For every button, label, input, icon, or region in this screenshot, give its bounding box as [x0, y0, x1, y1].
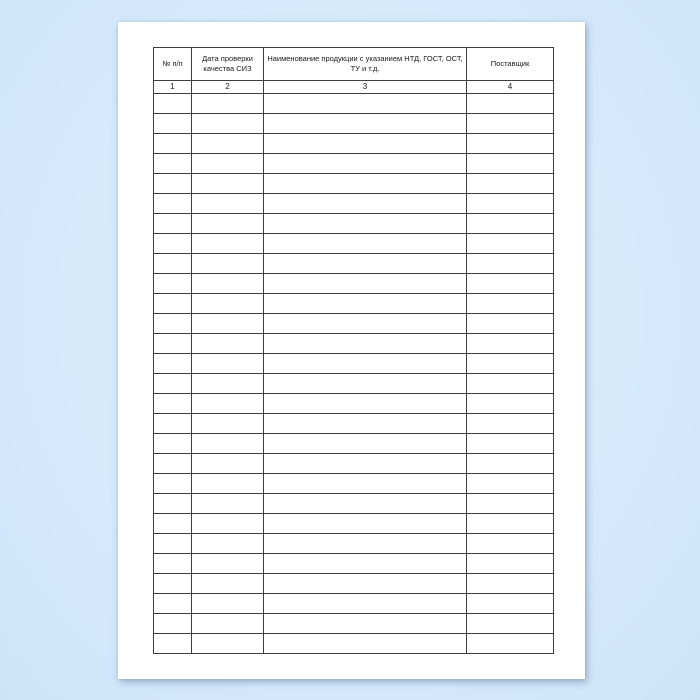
table-cell — [154, 634, 192, 654]
table-row — [154, 274, 554, 294]
table-cell — [467, 454, 554, 474]
table-cell — [467, 434, 554, 454]
table-cell — [192, 234, 264, 254]
table-cell — [264, 294, 467, 314]
table-cell — [264, 434, 467, 454]
table-cell — [264, 374, 467, 394]
table-cell — [467, 594, 554, 614]
column-header-product-name: Наименование продукции с указанием НТД, ГОСТ, ОСТ, ТУ и т.д. — [264, 48, 467, 81]
table-cell — [192, 634, 264, 654]
table-cell — [154, 194, 192, 214]
table-cell — [192, 374, 264, 394]
table-cell — [192, 254, 264, 274]
table-cell — [264, 174, 467, 194]
table-row — [154, 474, 554, 494]
table-row — [154, 314, 554, 334]
table-cell — [264, 454, 467, 474]
table-cell — [192, 534, 264, 554]
table-cell — [192, 174, 264, 194]
table-cell — [467, 554, 554, 574]
table-row — [154, 534, 554, 554]
table-cell — [192, 514, 264, 534]
table-cell — [264, 394, 467, 414]
table-cell — [192, 134, 264, 154]
table-row — [154, 174, 554, 194]
table-cell — [264, 614, 467, 634]
table-row — [154, 434, 554, 454]
column-number-cell: 3 — [264, 81, 467, 94]
table-cell — [192, 294, 264, 314]
journal-table — [153, 47, 554, 654]
table-cell — [264, 214, 467, 234]
table-row — [154, 134, 554, 154]
table-cell — [192, 394, 264, 414]
table-cell — [154, 434, 192, 454]
table-cell — [154, 594, 192, 614]
table-cell — [467, 274, 554, 294]
table-cell — [467, 514, 554, 534]
table-cell — [467, 474, 554, 494]
table-cell — [192, 474, 264, 494]
empty-rows-body — [154, 94, 554, 654]
table-cell — [264, 234, 467, 254]
table-cell — [192, 434, 264, 454]
table-row — [154, 234, 554, 254]
table-cell — [154, 554, 192, 574]
table-row — [154, 574, 554, 594]
table-cell — [264, 514, 467, 534]
table-cell — [154, 514, 192, 534]
table-cell — [192, 554, 264, 574]
column-header-row-number: № п/п — [154, 48, 192, 81]
table-cell — [467, 334, 554, 354]
table-cell — [192, 594, 264, 614]
table-cell — [154, 534, 192, 554]
table-header-row — [154, 48, 554, 81]
table-row — [154, 94, 554, 114]
table-cell — [154, 314, 192, 334]
table-row — [154, 114, 554, 134]
column-header-check-date: Дата проверки качества СИЗ — [192, 48, 264, 81]
document-page — [118, 22, 585, 679]
table-cell — [192, 274, 264, 294]
table-row — [154, 494, 554, 514]
table-cell — [192, 194, 264, 214]
table-cell — [467, 214, 554, 234]
table-row — [154, 514, 554, 534]
table-row — [154, 194, 554, 214]
table-cell — [192, 334, 264, 354]
table-cell — [264, 154, 467, 174]
table-cell — [467, 374, 554, 394]
table-row — [154, 214, 554, 234]
column-header-supplier: Поставщик — [467, 48, 554, 81]
table-cell — [192, 94, 264, 114]
table-cell — [192, 614, 264, 634]
table-cell — [154, 214, 192, 234]
table-row — [154, 614, 554, 634]
table-cell — [264, 314, 467, 334]
table-cell — [264, 114, 467, 134]
table-cell — [192, 214, 264, 234]
table-cell — [264, 94, 467, 114]
table-cell — [467, 234, 554, 254]
table-cell — [264, 254, 467, 274]
column-number-cell: 1 — [154, 81, 192, 94]
table-row — [154, 374, 554, 394]
table-cell — [264, 414, 467, 434]
table-cell — [154, 274, 192, 294]
column-number-cell: 2 — [192, 81, 264, 94]
table-cell — [154, 254, 192, 274]
table-cell — [467, 634, 554, 654]
table-cell — [154, 374, 192, 394]
table-cell — [467, 254, 554, 274]
table-row — [154, 554, 554, 574]
table-row — [154, 634, 554, 654]
table-cell — [154, 114, 192, 134]
table-cell — [192, 354, 264, 374]
table-cell — [154, 574, 192, 594]
table-cell — [467, 394, 554, 414]
table-cell — [154, 174, 192, 194]
table-cell — [467, 94, 554, 114]
table-row — [154, 254, 554, 274]
table-row — [154, 454, 554, 474]
table-cell — [467, 414, 554, 434]
table-row — [154, 354, 554, 374]
table-cell — [154, 334, 192, 354]
table-cell — [264, 134, 467, 154]
table-cell — [264, 574, 467, 594]
table-cell — [467, 134, 554, 154]
table-cell — [467, 534, 554, 554]
table-cell — [154, 354, 192, 374]
table-row — [154, 414, 554, 434]
table-cell — [264, 194, 467, 214]
table-cell — [154, 494, 192, 514]
table-cell — [154, 294, 192, 314]
table-cell — [264, 274, 467, 294]
table-cell — [264, 474, 467, 494]
table-cell — [264, 554, 467, 574]
table-cell — [192, 114, 264, 134]
table-cell — [467, 314, 554, 334]
table-cell — [192, 314, 264, 334]
table-cell — [264, 334, 467, 354]
table-row — [154, 594, 554, 614]
table-cell — [264, 594, 467, 614]
table-cell — [467, 294, 554, 314]
table-cell — [154, 414, 192, 434]
table-cell — [154, 134, 192, 154]
table-cell — [264, 354, 467, 374]
table-cell — [467, 174, 554, 194]
table-cell — [467, 114, 554, 134]
table-cell — [192, 154, 264, 174]
table-row — [154, 334, 554, 354]
table-cell — [467, 194, 554, 214]
table-cell — [467, 494, 554, 514]
table-cell — [154, 154, 192, 174]
table-cell — [467, 614, 554, 634]
table-cell — [154, 454, 192, 474]
column-number-row — [154, 81, 554, 94]
table-cell — [467, 154, 554, 174]
table-cell — [154, 394, 192, 414]
table-cell — [467, 354, 554, 374]
table-cell — [192, 454, 264, 474]
table-cell — [154, 474, 192, 494]
table-cell — [154, 614, 192, 634]
table-cell — [467, 574, 554, 594]
table-row — [154, 294, 554, 314]
table-cell — [264, 634, 467, 654]
table-row — [154, 154, 554, 174]
table-cell — [154, 94, 192, 114]
table-cell — [192, 414, 264, 434]
table-row — [154, 394, 554, 414]
column-number-cell: 4 — [467, 81, 554, 94]
table-cell — [192, 494, 264, 514]
table-cell — [192, 574, 264, 594]
table-cell — [264, 534, 467, 554]
table-cell — [264, 494, 467, 514]
table-cell — [154, 234, 192, 254]
